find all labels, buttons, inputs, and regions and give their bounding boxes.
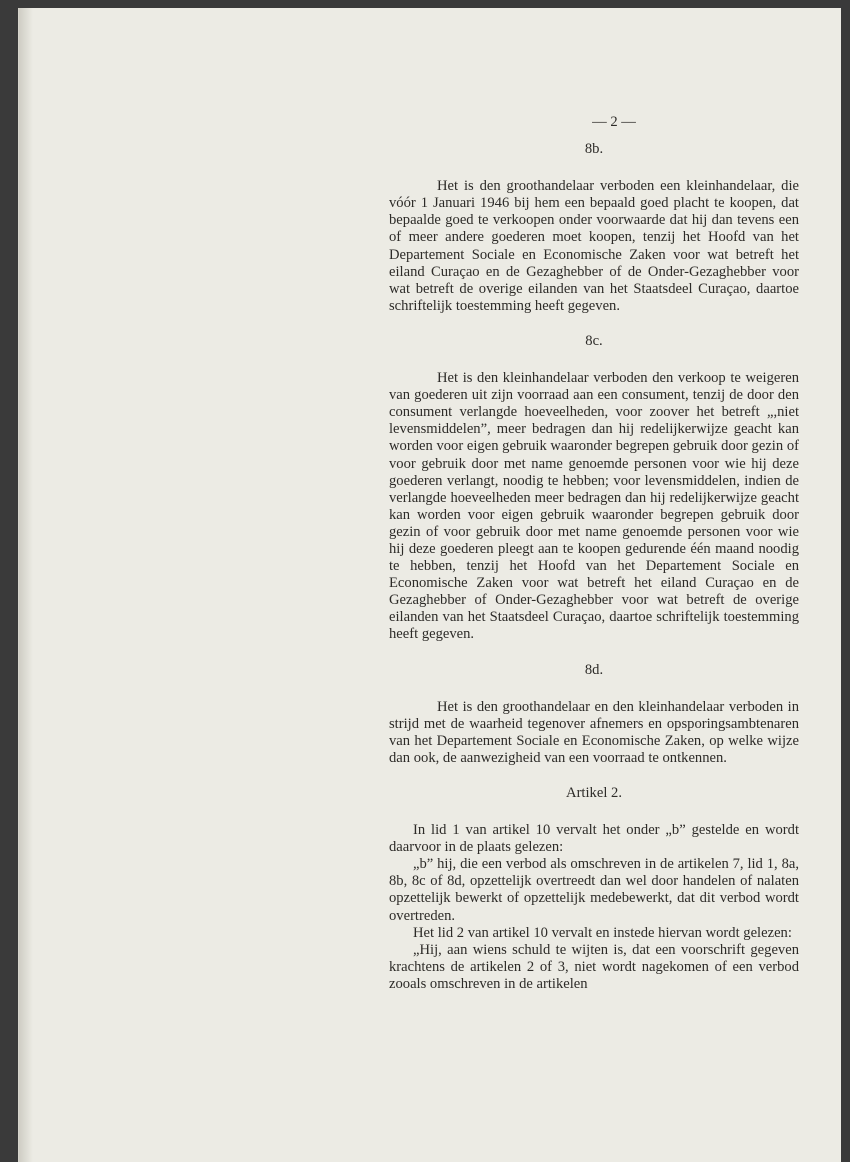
paragraph-8c: Het is den kleinhandelaar verboden den verkoop te weigeren van goederen uit zijn voorraad aan een consument, tenzij de door den consument verlangde hoeveelheden, voor zoover het betreft „,niet levensmiddelen”, meer bedragen dan hij redelijkerwijze geacht kan worden voor eigen gebruik waaronder begrepen gebruik door gezin of voor gebruik door met name genoemde personen voor wie hij deze goederen verlangt, noodig te hebben; voor levensmiddelen, indien de verlangde hoeveelheden meer bedragen dan hij redelijkerwijze geacht kan worden voor eigen gebruik waaronder begrepen gebruik door gezin of voor gebruik door met name genoemde personen voor wie hij deze goederen pleegt aan te koopen gedurende één maand noodig te hebben, tenzij het Hoofd van het Departement Sociale en Economische Zaken voor wat betreft het eiland Curaçao en de Gezaghebber of Onder-Gezaghebber voor wat betreft de overige eilanden van het Staatsdeel Curaçao, daartoe schriftelijk toestemming heeft gegeven.: [389, 370, 799, 643]
paragraph-8d: Het is den groothandelaar en den kleinhandelaar verboden in strijd met de waarheid tegenover afnemers en opsporingsambtenaren van het Departement Sociale en Economische Zaken, op welke wijze dan ook, de aanwezigheid van een voorraad te ontkennen.: [389, 698, 799, 766]
paragraph-artikel-2-lid-2: Het lid 2 van artikel 10 vervalt en instede hiervan wordt gelezen:: [413, 924, 792, 941]
page-number: — 2 —: [592, 114, 636, 130]
paragraph-8b: Het is den groothandelaar verboden een kleinhandelaar, die vóór 1 Januari 1946 bij hem een bepaald goed placht te koopen, dat bepaalde goed te verkoopen onder voorwaarde dat hij dan tevens een of meer andere goederen moet koopen, tenzij het Hoofd van het Departement Sociale en Economische Zaken voor wat betreft het eiland Curaçao en de Gezaghebber of de Onder-Gezaghebber voor wat betreft de overige eilanden van het Staatsdeel Curaçao, daartoe schriftelijk toestemming heeft gegeven.: [389, 178, 799, 314]
section-heading-8b: 8b.: [584, 141, 604, 158]
paragraph-artikel-2-b: „b” hij, die een verbod als omschreven in de artikelen 7, lid 1, 8a, 8b, 8c of 8d, opzettelijk overtreedt dan wel door handelen of nalaten opzettelijk bewerkt of opzettelijk medebewerkt, dat dit verbod wordt overtreden.: [389, 856, 799, 924]
section-heading-8d: 8d.: [584, 661, 604, 678]
document-text-column: [389, 108, 799, 993]
paragraph-artikel-2-intro: In lid 1 van artikel 10 vervalt het onder „b” gestelde en wordt daarvoor in de plaats gelezen:: [389, 822, 799, 856]
page-spine-shadow: [19, 8, 33, 1162]
document-page: [18, 8, 841, 1162]
paragraph-artikel-2-quote: „Hij, aan wiens schuld te wijten is, dat een voorschrift gegeven krachtens de artikelen 2 of 3, niet wordt nagekomen of een verbod zooals omschreven in de artikelen: [389, 941, 799, 992]
section-heading-artikel-2: Artikel 2.: [566, 785, 622, 801]
section-heading-8c: 8c.: [585, 332, 603, 349]
